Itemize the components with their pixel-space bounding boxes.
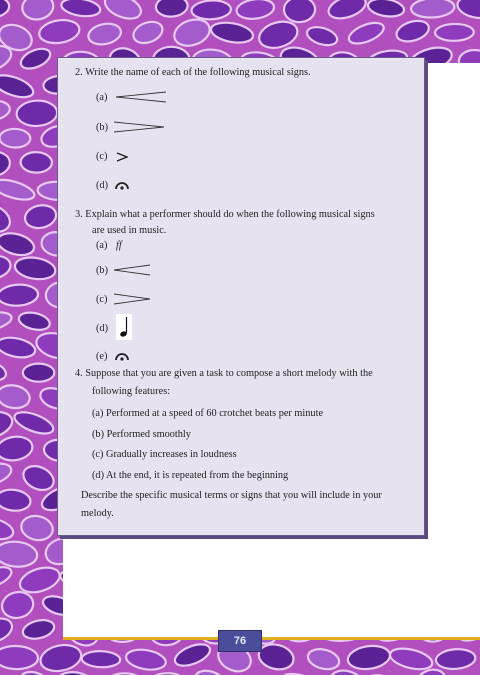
crescendo-hairpin-icon [113,264,151,276]
background-ellipse [435,24,474,42]
crotchet-note-icon [116,314,132,340]
q3-item-c: (c) [96,294,108,305]
accent-icon [116,152,128,162]
q4-feature-c: (c) Gradually increases in loudness [92,449,237,460]
crescendo-hairpin-icon [115,91,167,103]
background-ellipse [82,651,121,668]
q4-feature-d: (d) At the end, it is repeated from the beginning [92,470,289,481]
q2-item-c: (c) [96,151,108,162]
page-number: 76 [218,630,262,652]
decrescendo-hairpin-icon [113,293,151,305]
q2-item-a: (a) [96,92,108,103]
q4-description-line1: Describe the specific musical terms or signs that you will include in your [81,490,382,501]
q4-description-line2: melody. [81,508,114,519]
q3-item-e: (e) [96,351,108,362]
q2-item-b: (b) [96,122,109,133]
q3-line2: are used in music. [92,225,167,236]
fermata-icon [114,350,130,362]
background-ellipse [23,364,55,382]
q3-item-b: (b) [96,265,109,276]
background-ellipse [284,0,316,23]
q3-line1: 3. Explain what a performer should do when the following musical signs [75,209,375,220]
q2-text: 2. Write the name of each of the following musical signs. [75,67,311,78]
decrescendo-hairpin-icon [113,121,165,133]
q3-item-a: (a) [96,240,108,251]
fortissimo-mark: ff [116,240,122,251]
q2-item-d: (d) [96,180,109,191]
q4-line2: following features: [92,386,171,397]
bottom-strip [63,637,480,640]
q4-feature-b: (b) Performed smoothly [92,429,191,440]
exercise-card [57,57,425,536]
background-ellipse [0,129,31,148]
q4-feature-a: (a) Performed at a speed of 60 crotchet beats per minute [92,408,324,419]
background-ellipse [16,100,58,127]
fermata-icon [114,179,130,191]
q3-item-d: (d) [96,323,109,334]
q4-line1: 4. Suppose that you are given a task to compose a short melody with the [75,368,373,379]
background-ellipse [20,152,52,173]
